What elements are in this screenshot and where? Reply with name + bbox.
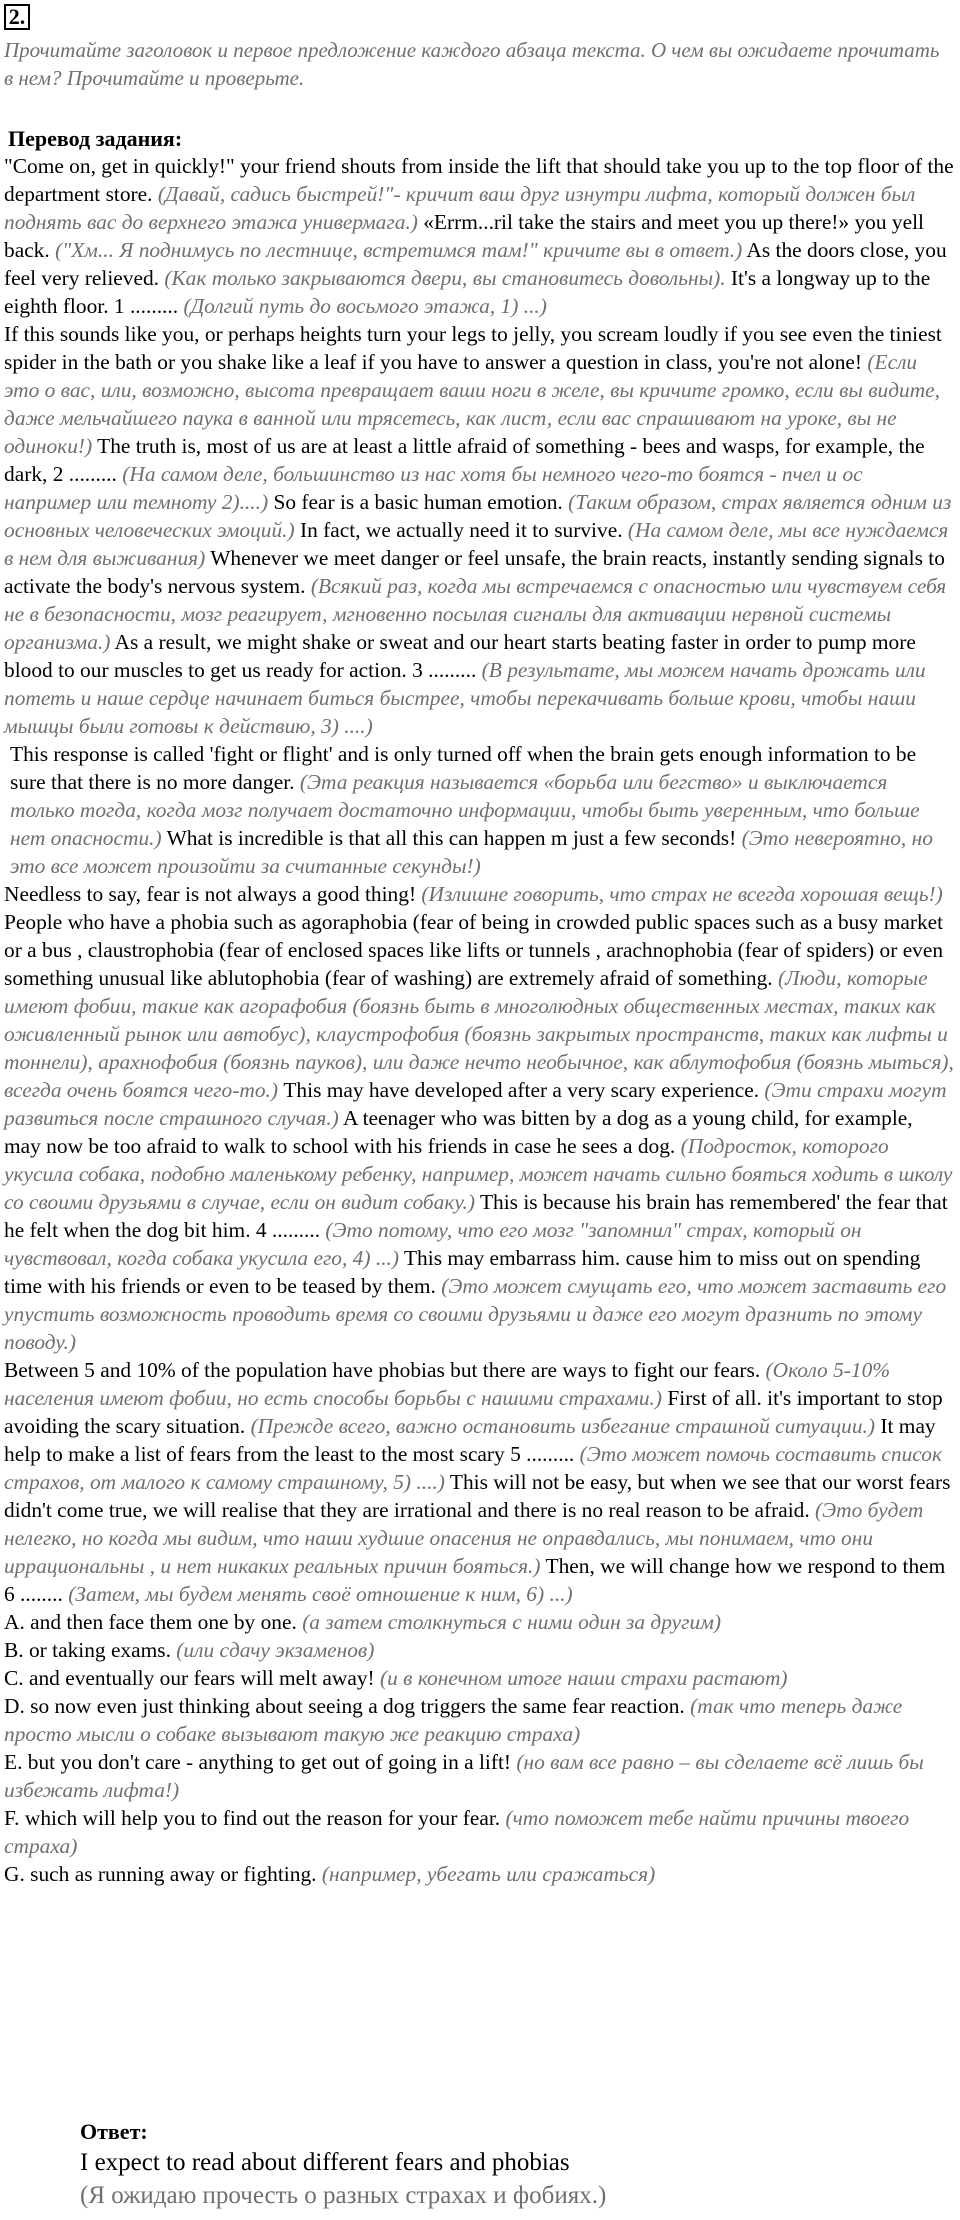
option-translation: (а затем столкнуться с ними один за другим) [302,1610,721,1634]
paragraph-3 [4,740,954,880]
option-text: F. which will help you to find out the reason for your fear. [4,1806,501,1830]
russian-translation: (В результате, мы можем начать дрожать или потеть и наше сердце начинает биться быстрее, чтобы перекачивать больше крови, чтобы наши мышцы были готовы к действию, 3) ....) [4,658,926,738]
english-sentence: Between 5 and 10% of the population have phobias but there are ways to fight our fears. [4,1358,761,1382]
task-number: 2. [4,4,30,30]
russian-translation: (Затем, мы будем менять своё отношение к ним, 6) ...) [68,1582,573,1606]
english-sentence: It's a longway up to the eighth floor. 1 ......... [4,266,931,318]
english-sentence: If this sounds like you, or perhaps heights turn your legs to jelly, you scream loudly if you see even the tiniest spider in the bath or you shake like a leaf if you have to answer a question in class, you're not alone! [4,322,942,374]
bilingual-text [4,152,954,1888]
paragraph-4 [4,880,954,1356]
russian-translation: (Всякий раз, когда мы встречаемся с опасностью или чувствуем себя не в безопасности, мозг реагирует, мгновенно посылая сигналы для активации нервной системы организма.) [4,574,947,654]
russian-translation: (Как только закрываются двери, вы становитесь довольны). [164,266,726,290]
answer-block [80,2118,940,2212]
option-translation: (например, убегать или сражаться) [321,1862,656,1886]
task-instruction: Прочитайте заголовок и первое предложение каждого абзаца текста. О чем вы ожидаете прочитать в нем? Прочитайте и проверьте. [4,38,940,90]
option-e [4,1748,954,1804]
english-sentence: Then, we will change how we respond to them 6 ........ [4,1554,946,1606]
option-text: C. and eventually our fears will melt away! [4,1666,375,1690]
answer-english: I expect to read about different fears and phobias [80,2149,570,2176]
russian-translation: (Излишне говорить, что страх не всегда хорошая вещь!) [421,882,943,906]
option-d [4,1692,954,1748]
russian-translation: (Прежде всего, важно остановить избегание страшной ситуации.) [250,1414,876,1438]
option-text: G. such as running away or fighting. [4,1862,317,1886]
paragraph-5 [4,1356,954,1608]
option-c [4,1664,954,1692]
russian-translation: (Таким образом, страх является одним из основных человеческих эмоций.) [4,490,952,542]
option-translation: (так что теперь даже просто мысли о собаке вызывают такую же реакцию страха) [4,1694,903,1746]
russian-translation: (Люди, которые имеют фобии, такие как агорафобия (боязнь быть в многолюдных общественных местах, таких как оживленный рынок или автобус), клаустрофобия (боязнь закрытых пространств, таких как лифты и тоннели), арахнофобия (боязнь пауков), или даже нечто необычное, как аблутофобия (боязнь мыться), всегда очень боятся чего-то.) [4,966,954,1102]
option-a [4,1608,954,1636]
english-sentence: "Come on, get in quickly!" your friend shouts from inside the lift that should take you up to the top floor of the department store. [4,154,954,206]
russian-translation: (На самом деле, мы все нуждаемся в нем для выживания) [4,518,949,570]
english-sentence: First of all. it's important to stop avoiding the scary situation. [4,1386,943,1438]
russian-translation: (Давай, садись быстрей!"- кричит ваш друг изнутри лифта, который должен был поднять вас до верхнего этажа универмага.) [4,182,916,234]
english-sentence: What is incredible is that all this can happen m just a few seconds! [166,826,737,850]
english-sentence: This response is called 'fight or flight' and is only turned off when the brain gets enough information to be sure that there is no more danger. [10,742,917,794]
option-text: E. but you don't care - anything to get out of going in a lift! [4,1750,512,1774]
option-g [4,1860,954,1888]
russian-translation: ("Хм... Я поднимусь по лестнице, встретимся там!" кричите вы в ответ.) [55,238,743,262]
answer-label: Ответ: [80,2119,148,2144]
english-sentence: In fact, we actually need it to survive. [300,518,623,542]
english-sentence: This may have developed after a very scary experience. [283,1078,760,1102]
english-sentence: Whenever we meet danger or feel unsafe, the brain reacts, instantly sending signals to activate the body's nervous system. [4,546,945,598]
english-sentence: The truth is, most of us are at least a little afraid of something - bees and wasps, for example, the dark, 2 ......... [4,434,925,486]
paragraph-2 [4,320,954,740]
option-translation: (или сдачу экзаменов) [176,1638,375,1662]
russian-translation: (Эти страхи могут развиться после страшного случая.) [4,1078,947,1130]
russian-translation: (Это невероятно, но это все может произойти за считанные секунды!) [10,826,933,878]
russian-translation: (На самом деле, большинство из нас хотя бы немного чего-то боятся - пчел и ос например или темноту 2)....) [4,462,863,514]
english-sentence: As the doors close, you feel very relieved. [4,238,947,290]
russian-translation: (Это может смущать его, что может заставить его упустить возможность проводить время со своими друзьями и даже его могут дразнить по этому поводу.) [4,1274,947,1354]
option-text: D. so now even just thinking about seeing a dog triggers the same fear reaction. [4,1694,685,1718]
english-sentence: A teenager who was bitten by a dog as a young child, for example, may now be too afraid to walk to school with his friends in case he sees a dog. [4,1106,913,1158]
english-sentence: «Errm...ril take the stairs and meet you up there!» you yell back. [4,210,924,262]
english-sentence: So fear is a basic human emotion. [273,490,563,514]
russian-translation: (Около 5-10% населения имеют фобии, но есть способы борьбы с нашими страхами.) [4,1358,891,1410]
russian-translation: (Это может помочь составить список страхов, от малого к самому страшному, 5) ....) [4,1442,942,1494]
option-f [4,1804,954,1860]
paragraph-1 [4,152,954,320]
option-translation: (что поможет тебе найти причины твоего страха) [4,1806,910,1858]
english-sentence: This may embarrass him. cause him to miss out on spending time with his friends or even to be teased by them. [4,1246,921,1298]
russian-translation: (Эта реакция называется «борьба или бегство» и выключается только тогда, когда мозг получает достаточно информации, чтобы быть уверенным, что больше нет опасности.) [10,770,920,850]
russian-translation: (Это будет нелегко, но когда мы видим, что наши худшие опасения не оправдались, мы понимаем, что они иррациональны , и нет никаких реальных причин бояться.) [4,1498,924,1578]
option-b [4,1636,954,1664]
english-sentence: This will not be easy, but when we see that our worst fears didn't come true, we will realise that they are irrational and there is no real reason to be afraid. [4,1470,951,1522]
translation-heading: Перевод задания: [8,126,183,151]
answer-russian: (Я ожидаю прочесть о разных страхах и фобиях.) [80,2182,607,2209]
option-translation: (но вам все равно – вы сделаете всё лишь бы избежать лифта!) [4,1750,924,1802]
option-text: A. and then face them one by one. [4,1610,297,1634]
russian-translation: (Долгий путь до восьмого этажа, 1) ...) [183,294,547,318]
english-sentence: This is because his brain has remembered' the fear that he felt when the dog bit him. 4 ......... [4,1190,948,1242]
english-sentence: As a result, we might shake or sweat and our heart starts beating faster in order to pump more blood to our muscles to get us ready for action. 3 ......... [4,630,916,682]
english-sentence: People who have a phobia such as agoraphobia (fear of being in crowded public spaces such as a busy market or a bus , claustrophobia (fear of enclosed spaces like lifts or tunnels , arachnophobia (fear of spiders) or even something unusual like ablutophobia (fear of washing) are extremely afraid of something. [4,910,944,990]
english-sentence: It may help to make a list of fears from the least to the most scary 5 ......... [4,1414,936,1466]
russian-translation: (Это потому, что его мозг "запомнил" страх, который он чувствовал, когда собака укусила его, 4) ...) [4,1218,862,1270]
russian-translation: (Подросток, которого укусила собака, подобно маленькому ребенку, например, может начать сильно бояться ходить в школу со своими друзьями в случае, если он видит собаку.) [4,1134,953,1214]
option-text: B. or taking exams. [4,1638,171,1662]
option-translation: (и в конечном итоге наши страхи растают) [380,1666,788,1690]
russian-translation: (Если это о вас, или, возможно, высота превращает ваши ноги в желе, вы кричите громко, если вы видите, даже мельчайшего паука в ванной или трясетесь, как лист, если вас спрашивают на уроке, вы не одиноки!) [4,350,941,458]
english-sentence: Needless to say, fear is not always a good thing! [4,882,417,906]
